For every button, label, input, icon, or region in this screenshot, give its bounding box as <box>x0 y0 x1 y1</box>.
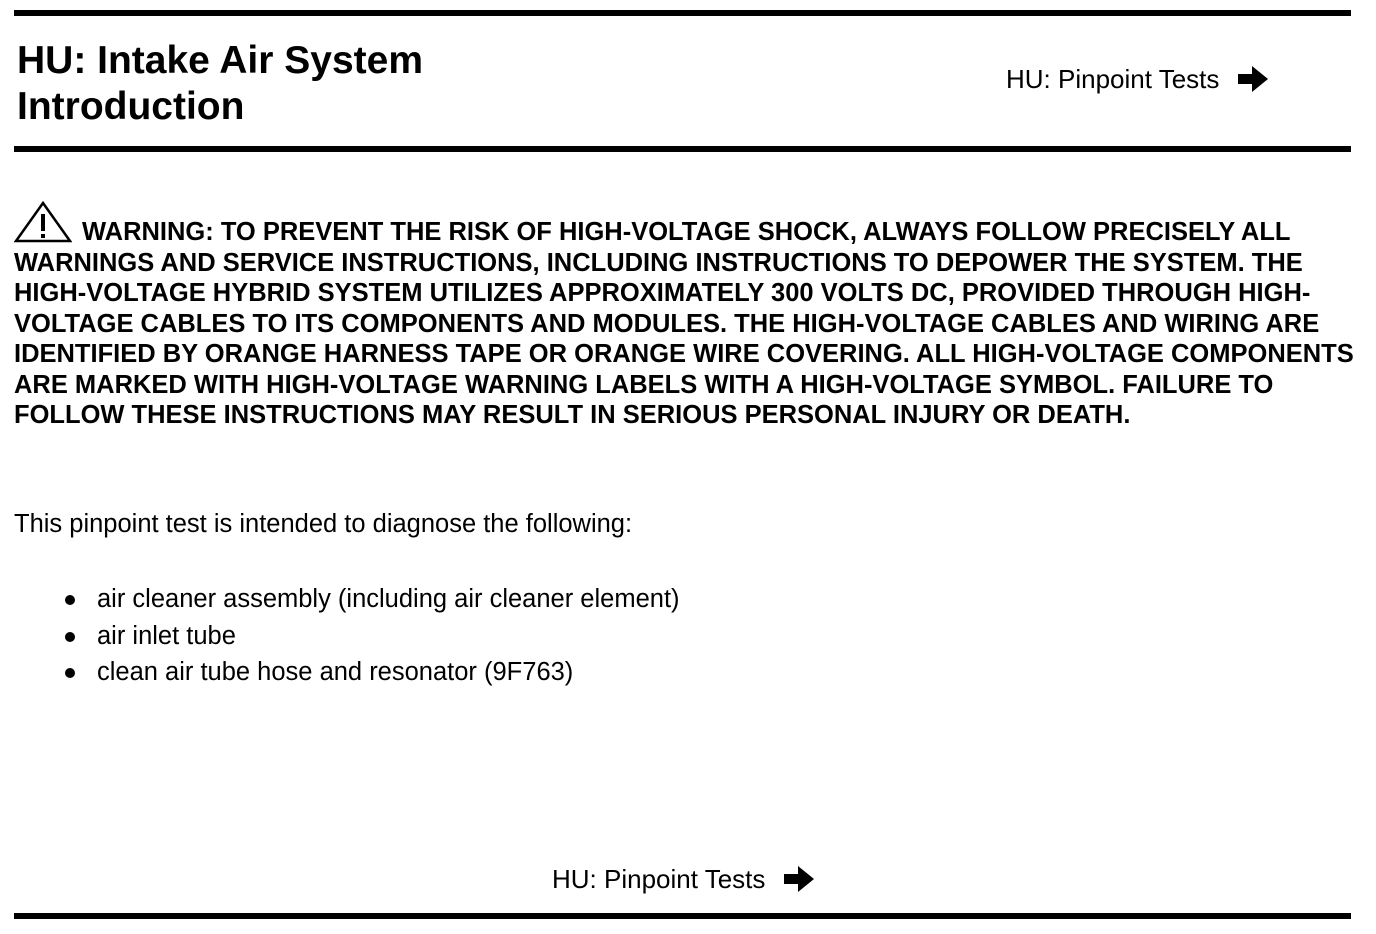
list-item-text: air inlet tube <box>97 621 236 650</box>
diagnosis-list <box>62 583 680 693</box>
next-page-link-bottom[interactable] <box>552 864 815 894</box>
warning-triangle-icon <box>14 200 72 244</box>
next-page-link-top[interactable] <box>1006 64 1269 94</box>
intro-text: This pinpoint test is intended to diagnose the following: <box>14 510 633 538</box>
bullet-icon <box>65 595 75 605</box>
right-arrow-icon <box>1237 65 1269 93</box>
list-item-text: clean air tube hose and resonator (9F763) <box>97 658 574 686</box>
page-title-line-2: Introduction <box>17 85 245 128</box>
list-item-text: air cleaner assembly (including air cleaner element) <box>97 585 680 613</box>
warning-text: WARNING: TO PREVENT THE RISK OF HIGH-VOLTAGE SHOCK, ALWAYS FOLLOW PRECISELY ALL WARNINGS AND SERVICE INSTRUCTIONS, INCLUDING INSTRUCTIONS TO DEPOWER THE SYSTEM. THE HIGH-VOLTAGE HYBRID SYSTEM UTILIZES APPROXIMATELY 300 VOLTS DC, PROVIDED THROUGH HIGH-VOLTAGE CABLES TO ITS COMPONENTS AND MODULES. THE HIGH-VOLTAGE CABLES AND WIRING ARE IDENTIFIED BY ORANGE HARNESS TAPE OR ORANGE WIRE COVERING. ALL HIGH-VOLTAGE COMPONENTS ARE MARKED WITH HIGH-VOLTAGE WARNING LABELS WITH A HIGH-VOLTAGE SYMBOL. FAILURE TO FOLLOW THESE INSTRUCTIONS MAY RESULT IN SERIOUS PERSONAL INJURY OR DEATH. <box>14 218 1354 429</box>
header-rule <box>14 146 1351 152</box>
list-item <box>62 656 680 693</box>
list-item <box>62 620 680 657</box>
top-rule <box>14 10 1351 16</box>
bullet-icon <box>65 668 75 678</box>
list-item <box>62 583 680 620</box>
right-arrow-icon <box>783 865 815 893</box>
page-title-line-1: HU: Intake Air System <box>17 39 424 82</box>
warning-block <box>14 200 1354 431</box>
footer-rule <box>14 913 1351 919</box>
bullet-icon <box>65 632 75 642</box>
next-page-link-label: HU: Pinpoint Tests <box>1006 64 1220 94</box>
page-title <box>17 38 423 130</box>
next-page-link-label: HU: Pinpoint Tests <box>552 864 766 894</box>
